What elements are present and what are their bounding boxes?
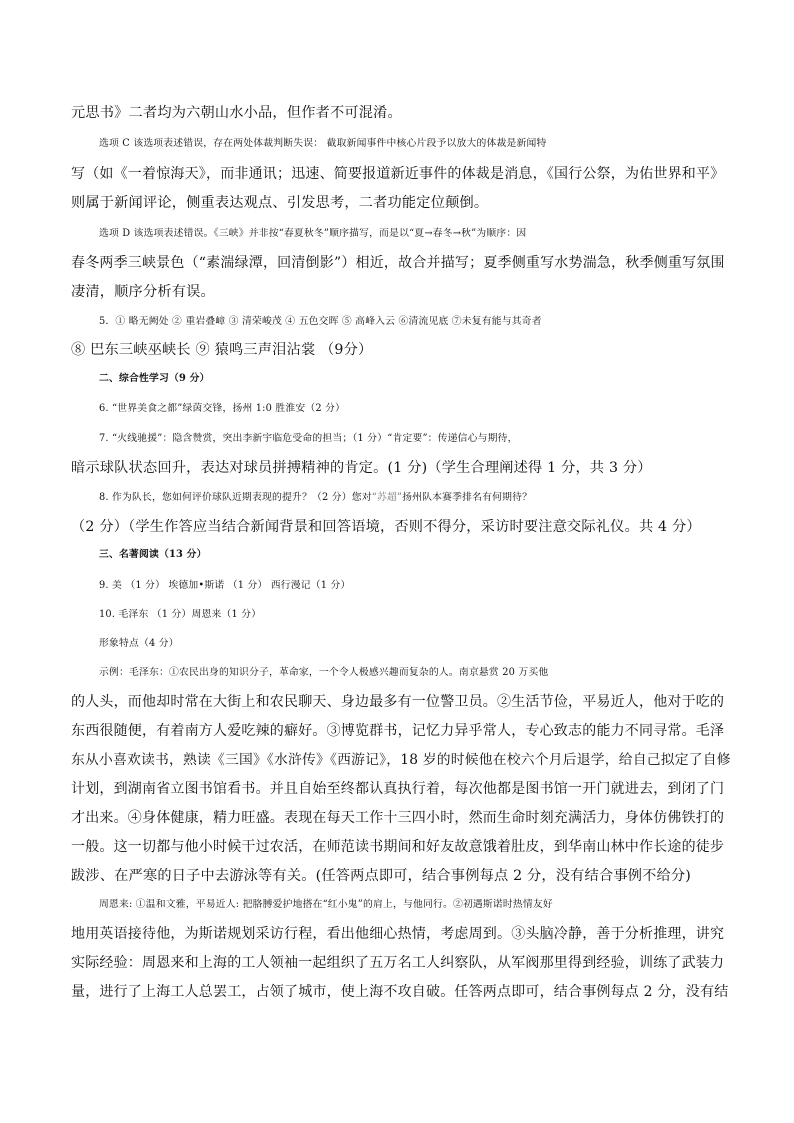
text-line: 东西很随便，有着南方人爱吃辣的癖好。③博览群书，记忆力异乎常人，专心致志的能力不同寻常。毛泽 xyxy=(71,723,725,739)
text-line: 实际经验：周恩来和上海的工人领袖一起组织了五万名工人纠察队，从军阀那里得到经验，训练了武装力 xyxy=(71,955,725,971)
text-line: 凄清，顺序分析有误。 xyxy=(71,284,215,300)
text-line: 选项 D 该选项表述错误。《三峡》并非按“春夏秋冬”顺序描写，而是以“夏→春冬→秋”为顺序：因 xyxy=(99,228,527,239)
answer-6-line: 6. “世界美食之都”绿茵交锋，扬州 1:0 胜淮安（2 分） xyxy=(99,403,346,414)
text-line: 地用英语接待他，为斯诺规划采访行程，看出他细心热情，考虑周到。③头脑冷静，善于分析推理，讲究 xyxy=(71,926,725,942)
text-line: 示例：毛泽东：①农民出身的知识分子，革命家，一个令人极感兴趣而复杂的人。南京悬赏 20 万买他 xyxy=(99,667,549,678)
text-line: 的人头，而他却时常在大街上和农民聊天、身边最多有一位警卫员。②生活节俭，平易近人，他对于吃的 xyxy=(71,694,725,710)
answer-7-line: 暗示球队状态回升，表达对球员拼搏精神的肯定。(1 分)（学生合理阐述得 1 分，共 3 分） xyxy=(71,460,652,476)
text-line: 春冬两季三峡景色（“素湍绿潭，回清倒影”）相近，故合并描写；夏季侧重写水势湍急，秋季侧重写氛围 xyxy=(71,255,725,271)
text-line: 选项 C 该选项表述错误，存在两处体裁判断失误： 截取新闻事件中核心片段予以放大的体裁是新闻特 xyxy=(99,138,547,149)
text-line: 一般。这一切都与他小时候干过农活，在师范读书期间和好友故意饿着肚皮，到华南山林中作长途的徒步 xyxy=(71,839,725,855)
text-line: 周恩来: ①温和文雅，平易近人: 把胳膊爱护地搭在“红小鬼”的肩上，与他同行。②初遇斯诺时热情友好 xyxy=(99,899,553,910)
text-line: 计划，到湖南省立图书馆看书。并且自始至终都认真执行着，每次他都是图书馆一开门就进去，到闭了门 xyxy=(71,781,725,797)
subheading: 形象特点（4 分） xyxy=(99,638,179,649)
answer-8-text: 8. 作为队长，您如何评价球队近期表现的提升？（2 分）您对 xyxy=(99,492,372,503)
answer-8-line: （2 分）（学生作答应当结合新闻背景和回答语境，否则不得分，采访时要注意交际礼仪。共 4 分） xyxy=(71,519,701,535)
answer-8-text-end: 扬州队本赛季排名有何期待？ xyxy=(402,492,533,503)
text-line: 才出来。④身体健康，精力旺盛。表现在每天工作十三四小时，然而生命时刻充满活力，身体仿佛铁打的 xyxy=(71,810,725,826)
su-chao-term: “苏超” xyxy=(371,492,403,503)
section-heading: 二、综合性学习（9 分） xyxy=(99,373,210,384)
answer-9-line: 9. 美 （1 分） 埃德加•斯诺 （1 分） 西行漫记（1 分） xyxy=(99,580,351,591)
answer-5-line: ⑧ 巴东三峡巫峡长 ⑨ 猿鸣三声泪沾裳 （9分） xyxy=(71,342,373,358)
text-line: 东从小喜欢读书，熟读《三国》《水浒传》《西游记》，18 岁的时候他在校六个月后退学，给自己拟定了自修 xyxy=(71,752,731,768)
answer-8-line xyxy=(99,488,739,508)
answer-10-line: 10. 毛泽东 （1 分）周恩来（1 分） xyxy=(99,609,262,620)
text-line: 写（如《一着惊海天》，而非通讯；迅速、简要报道新近事件的体裁是消息，《国行公祭，为佑世界和平》 xyxy=(71,166,725,182)
text-line: 量，进行了上海工人总罢工，占领了城市，使上海不攻自破。任答两点即可，结合事例每点 2 分，没有结 xyxy=(71,984,729,1000)
text-line: 则属于新闻评论，侧重表达观点、引发思考，二者功能定位颠倒。 xyxy=(71,195,489,211)
answer-5-line: 5．① 略无阙处 ② 重岩叠嶂 ③ 清荣峻茂 ④ 五色交晖 ⑤ 高峰入云 ⑥清流见底 ⑦未复有能与其奇者 xyxy=(99,316,542,327)
text-line: 跋涉、在严寒的日子中去游泳等有关。(任答两点即可，结合事例每点 2 分，没有结合事例不给分) xyxy=(71,868,692,884)
text-line: 元思书》二者均为六朝山水小品，但作者不可混淆。 xyxy=(71,105,402,121)
answer-7-line: 7. “火线驰援”：隐含赞赏，突出李新宇临危受命的担当；（1 分）“肯定要”：传递信心与期待， xyxy=(99,433,518,444)
section-heading: 三、名著阅读（13 分） xyxy=(99,549,207,560)
